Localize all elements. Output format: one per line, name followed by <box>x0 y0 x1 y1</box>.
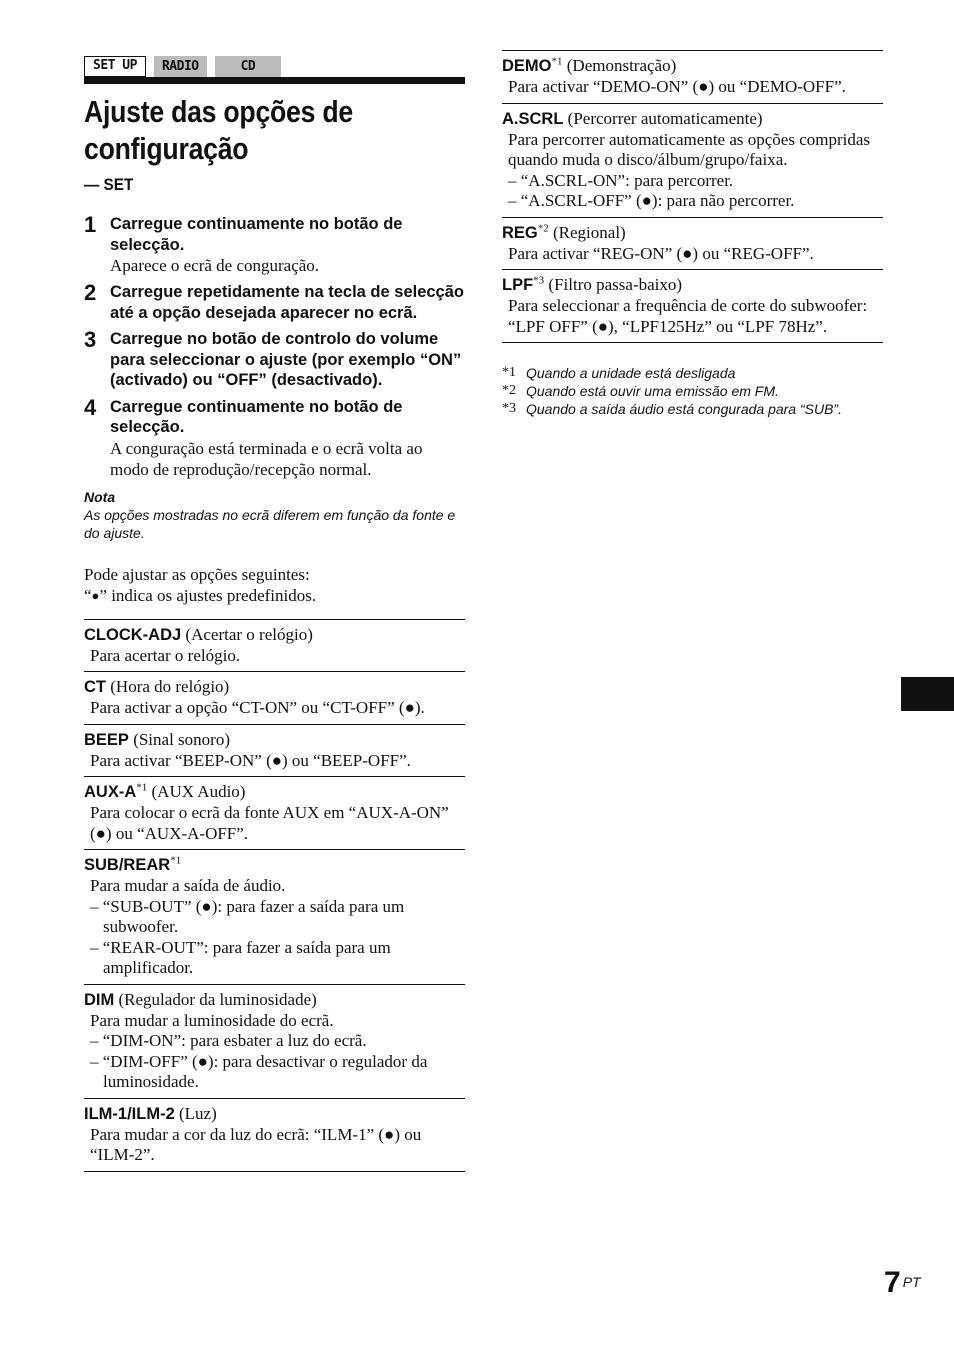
option-item <box>84 725 465 778</box>
option-label: (Filtro passa-baixo) <box>544 275 683 294</box>
step-item <box>84 394 465 480</box>
option-footnote-ref: *1 <box>136 781 148 794</box>
option-description: Para mudar a luminosidade do ecrã. <box>90 1010 334 1030</box>
option-heading <box>84 676 465 698</box>
option-heading <box>84 989 465 1011</box>
footnote-mark: *3 <box>502 401 516 416</box>
option-footnote-ref: *1 <box>170 854 182 867</box>
option-name: DEMO <box>502 57 552 75</box>
option-description: Para activar “BEEP-ON” (●) ou “BEEP-OFF”. <box>90 750 411 770</box>
options-list-left <box>84 619 465 1172</box>
option-name: SUB/REAR <box>84 856 171 874</box>
step-item <box>84 214 465 276</box>
option-label: (Acertar o relógio) <box>181 624 313 644</box>
step-title: Carregue no botão de controlo do volume para seleccionar o ajuste (por exemplo “ON” (activado) ou “OFF” (desactivado). <box>110 330 462 389</box>
footnotes <box>502 364 883 418</box>
page-number-value: 7 <box>884 1266 901 1299</box>
footnote-mark: *1 <box>502 365 516 380</box>
option-description: Para mudar a cor da luz do ecrã: “ILM-1” (●) ou “ILM-2”. <box>90 1124 422 1164</box>
option-choice: – “A.SCRL-OFF” (●): para não percorrer. <box>508 191 795 210</box>
option-heading <box>84 729 465 751</box>
note-box <box>84 488 465 542</box>
tab-set-up: SET UP <box>84 56 146 77</box>
step-item <box>84 329 465 391</box>
option-item <box>502 104 883 218</box>
option-choice: – “SUB-OUT” (●): para fazer a saída para um subwoofer. <box>90 896 405 936</box>
option-label: (Regional) <box>548 222 626 242</box>
option-description: Para activar “DEMO-ON” (●) ou “DEMO-OFF”. <box>508 77 846 96</box>
options-list-right <box>502 50 883 343</box>
option-item <box>502 51 883 104</box>
option-description: Para acertar o relógio. <box>90 645 241 665</box>
tab-cd: CD <box>215 56 282 77</box>
option-heading <box>84 624 465 646</box>
step-number: 4 <box>84 394 97 420</box>
step-title: Carregue continuamente no botão de selecção. <box>110 397 403 436</box>
option-name: CLOCK-ADJ <box>84 625 182 644</box>
option-choice: – “A.SCRL-ON”: para percorrer. <box>508 170 734 190</box>
tab-radio: RADIO <box>154 56 207 77</box>
section-edge-tab <box>901 677 954 711</box>
page-number <box>884 1266 921 1300</box>
option-label: (Luz) <box>174 1103 217 1123</box>
option-label: (Regulador da luminosidade) <box>114 989 317 1009</box>
option-heading <box>502 222 883 244</box>
option-description: Para seleccionar a frequência de corte do subwoofer: “LPF OFF” (●), “LPF125Hz” ou “LPF 78Hz”. <box>508 296 868 336</box>
option-item <box>84 777 465 850</box>
option-name: LPF <box>502 276 534 294</box>
option-name: REG <box>502 223 538 242</box>
note-label: Nota <box>84 488 116 505</box>
steps-list <box>84 214 465 480</box>
option-label: (Percorrer automaticamente) <box>563 108 763 128</box>
option-footnote-ref: *3 <box>533 274 545 287</box>
option-choice: – “REAR-OUT”: para fazer a saída para um amplificador. <box>90 937 391 977</box>
option-heading <box>84 781 465 803</box>
option-item <box>84 850 465 985</box>
footnote-text: Quando a unidade está desligada <box>526 365 736 381</box>
option-item <box>502 218 883 271</box>
option-description: Para activar “REG-ON” (●) ou “REG-OFF”. <box>508 243 814 263</box>
option-item <box>84 1099 465 1172</box>
option-heading <box>502 274 883 296</box>
option-name: AUX-A <box>84 783 137 801</box>
step-item <box>84 282 465 323</box>
step-description: A conguração está terminada e o ecrã volta ao modo de reprodução/recepção normal. <box>110 438 423 479</box>
left-column <box>84 56 465 1172</box>
footnote-text: Quando está ouvir uma emissão em FM. <box>526 383 779 399</box>
step-title: Carregue repetidamente na tecla de selecção até a opção desejada aparecer no ecrã. <box>110 283 464 322</box>
option-label: (AUX Audio) <box>147 782 246 801</box>
page-title: Ajuste das opções de configuração <box>84 94 353 166</box>
page-subtitle: — SET <box>84 175 134 194</box>
section-tabs <box>84 56 465 77</box>
option-name: A.SCRL <box>502 109 564 128</box>
intro-line: Pode ajustar as opções seguintes: <box>84 564 310 584</box>
option-description: Para activar a opção “CT-ON” ou “CT-OFF” (●). <box>90 698 425 717</box>
option-choice: – “DIM-OFF” (●): para desactivar o regulador da luminosidade. <box>90 1051 428 1091</box>
footnote-text: Quando a saída áudio está congurada para “SUB”. <box>526 401 842 417</box>
option-heading <box>502 55 883 77</box>
right-column <box>502 50 883 418</box>
footnote <box>502 400 883 418</box>
option-name: ILM-1/ILM-2 <box>84 1104 175 1123</box>
option-name: CT <box>84 678 106 696</box>
note-text: As opções mostradas no ecrã diferem em função da fonte e do ajuste. <box>84 506 456 541</box>
header-rule <box>84 77 465 84</box>
footnote-mark: *2 <box>502 383 516 398</box>
option-name: BEEP <box>84 730 129 749</box>
default-dot-icon: ● <box>91 587 100 603</box>
option-choice: – “DIM-ON”: para esbater a luz do ecrã. <box>90 1031 367 1050</box>
page-language-suffix: PT <box>902 1274 921 1290</box>
step-number: 1 <box>84 212 97 237</box>
footnote <box>502 364 883 382</box>
step-number: 3 <box>84 327 97 352</box>
footnote <box>502 382 883 400</box>
option-name: DIM <box>84 990 115 1009</box>
option-description: Para mudar a saída de áudio. <box>90 876 286 895</box>
option-label: (Demonstração) <box>562 56 677 75</box>
step-title: Carregue continuamente no botão de selecção. <box>110 215 403 254</box>
option-description: Para colocar o ecrã da fonte AUX em “AUX-A-ON” (●) ou “AUX-A-OFF”. <box>90 803 449 843</box>
option-heading <box>84 1103 465 1125</box>
option-footnote-ref: *2 <box>537 221 549 234</box>
quote-open: “ <box>84 585 92 605</box>
intro-default-legend <box>84 585 465 607</box>
option-footnote-ref: *1 <box>551 55 563 68</box>
option-item <box>84 985 465 1099</box>
option-label: (Sinal sonoro) <box>128 729 230 749</box>
option-item <box>84 672 465 725</box>
option-heading <box>502 108 883 130</box>
options-intro <box>84 564 465 607</box>
step-number: 2 <box>84 280 97 305</box>
option-item <box>84 620 465 673</box>
option-label: (Hora do relógio) <box>106 677 230 696</box>
option-item <box>502 270 883 343</box>
legend-text: ” indica os ajustes predefinidos. <box>99 585 317 605</box>
option-description: Para percorrer automaticamente as opções compridas quando muda o disco/álbum/grupo/faixa. <box>508 129 871 169</box>
step-description: Aparece o ecrã de conguração. <box>110 256 320 275</box>
option-heading <box>84 854 465 876</box>
